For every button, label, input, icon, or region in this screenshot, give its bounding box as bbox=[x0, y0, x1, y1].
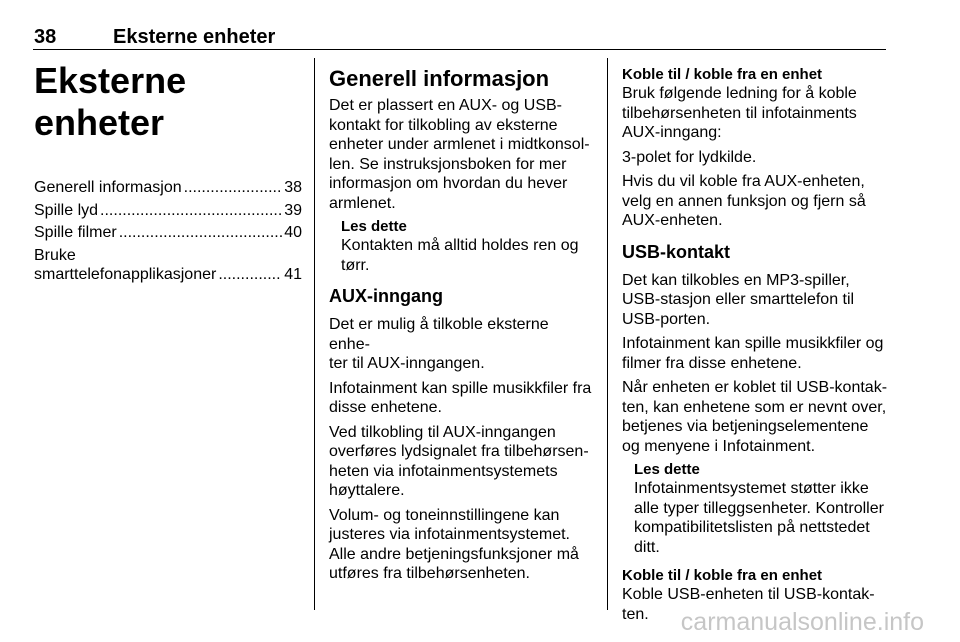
toc-leader bbox=[218, 265, 282, 285]
toc-entry-label: Spille filmer bbox=[34, 224, 117, 241]
toc-entry[interactable] bbox=[34, 223, 302, 243]
note-title: Les dette bbox=[341, 218, 407, 235]
toc-entry-label: Generell informasjon bbox=[34, 179, 182, 196]
toc-entry-page: 39 bbox=[284, 201, 302, 219]
paragraph: Infotainment kan spille musikkfiler fra disse enhetene. bbox=[329, 379, 592, 416]
paragraph: Det kan tilkobles en MP3-spiller, USB-stasjon eller smarttelefon til USB-porten. bbox=[622, 271, 855, 328]
note-box bbox=[634, 461, 890, 557]
subheading-connect: Koble til / koble fra en enhet bbox=[622, 66, 823, 83]
running-header-title: Eksterne enheter bbox=[113, 26, 276, 48]
toc-entry-page: 38 bbox=[284, 179, 302, 196]
note-text: Kontakten må alltid holdes ren og tørr. bbox=[341, 237, 579, 274]
section-heading-usb: USB-kontakt bbox=[622, 241, 731, 262]
toc-leader bbox=[100, 201, 282, 221]
paragraph: Hvis du vil koble fra AUX-enheten, velg en annen funksjon og fjern så AUX-enheten. bbox=[622, 173, 866, 229]
paragraph: Det er mulig å tilkoble eksterne enhe- ter til AUX-inngangen. bbox=[329, 316, 549, 372]
toc-entry-label-line2: smarttelefonapplikasjoner bbox=[34, 266, 217, 283]
column-divider-1 bbox=[314, 58, 315, 610]
column-3 bbox=[622, 66, 890, 629]
toc-entry-page: 40 bbox=[284, 224, 302, 241]
note-text: Infotainmentsystemet støtter ikke alle typer tilleggsenheter. Kontroller kompatibilitetslisten på nettstedet ditt. bbox=[634, 480, 884, 556]
section-heading-general: Generell informasjon bbox=[329, 66, 550, 91]
section-heading-aux: AUX-inngang bbox=[329, 286, 443, 306]
header-rule bbox=[33, 49, 886, 50]
page-number: 38 bbox=[34, 26, 57, 48]
column-1 bbox=[34, 60, 302, 288]
paragraph: Volum- og toneinnstillingene kan justeres via infotainmentsystemet. Alle andre betjeningsfunksjoner må utføres fra tilbehørsenheten. bbox=[329, 506, 579, 582]
subheading-connect: Koble til / koble fra en enhet bbox=[622, 567, 823, 584]
toc-entry-label-line1: Bruke bbox=[34, 246, 76, 264]
toc-entry-label: Spille lyd bbox=[34, 201, 99, 219]
paragraph: 3-polet for lydkilde. bbox=[622, 148, 757, 166]
note-box bbox=[341, 218, 593, 275]
toc-entry-page: 41 bbox=[284, 266, 302, 283]
toc-entry[interactable] bbox=[34, 178, 302, 198]
paragraph: Det er plassert en AUX- og USB- kontakt for tilkobling av eksterne enheter under armlenet i midtkonsol- len. Se instruksjonsboken for mer informasjon om hvordan du hever armlenet. bbox=[329, 97, 590, 212]
toc-leader bbox=[119, 223, 283, 243]
column-2 bbox=[329, 66, 593, 589]
toc-entry[interactable] bbox=[34, 246, 302, 285]
paragraph: Bruk følgende ledning for å koble tilbehørsenheten til infotainments AUX-inngang: bbox=[622, 85, 857, 141]
chapter-title: Eksterne enheter bbox=[34, 60, 187, 143]
paragraph: Koble USB-enheten til USB-kontak- ten. bbox=[622, 586, 875, 623]
toc-leader bbox=[184, 178, 283, 198]
paragraph: Når enheten er koblet til USB-kontak- ten, kan enhetene som er nevnt over, betjenes via betjeningselementene og menyene i Infotainment. bbox=[622, 379, 888, 455]
toc-entry[interactable] bbox=[34, 201, 302, 221]
column-divider-2 bbox=[607, 58, 608, 610]
paragraph: Infotainment kan spille musikkfiler og filmer fra disse enhetene. bbox=[622, 335, 884, 372]
note-title: Les dette bbox=[634, 461, 700, 478]
watermark-text: carmanualsonline.info bbox=[680, 608, 924, 636]
paragraph: Ved tilkobling til AUX-inngangen overføres lydsignalet fra tilbehørsen- heten via infotainmentsystemets høyttalere. bbox=[329, 423, 589, 499]
